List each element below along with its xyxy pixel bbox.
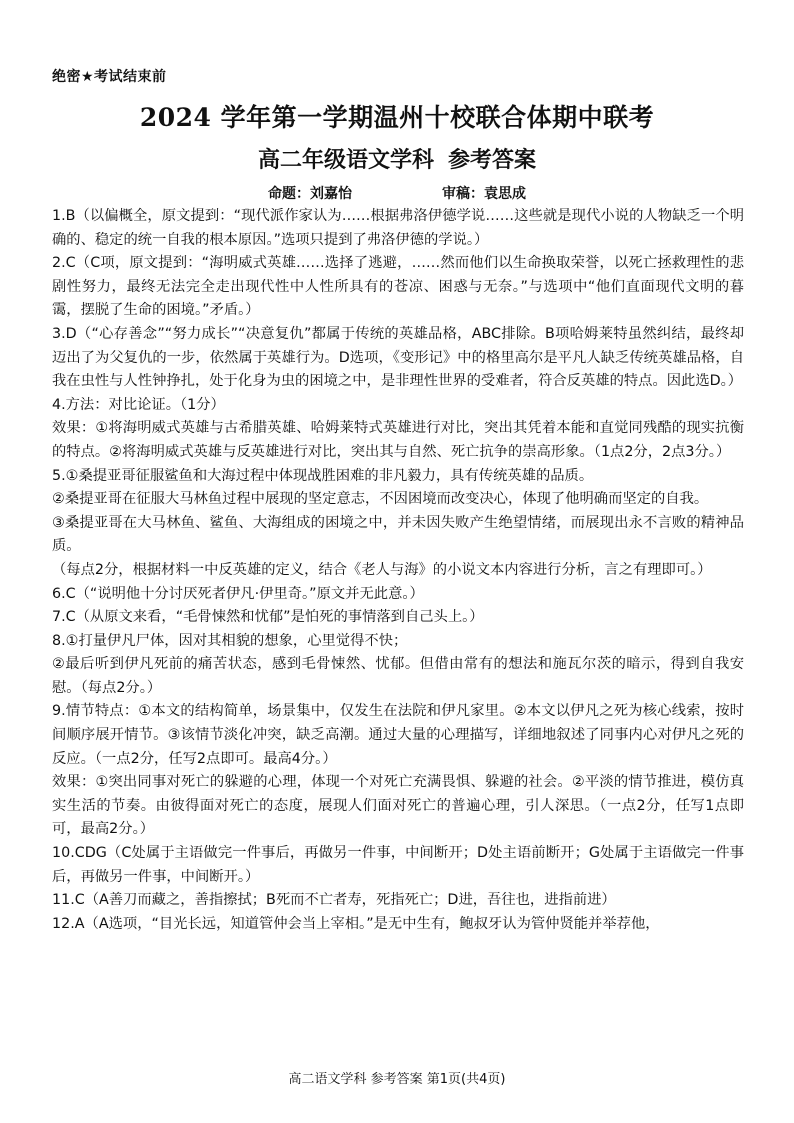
answer-paragraph: 1.B（以偏概全，原文提到：“现代派作家认为……根据弗洛伊德学说……这些就是现代小说的人物缺乏一个明确的、稳定的统一自我的根本原因。”选项只提到了弗洛伊德的学说。） bbox=[52, 208, 744, 248]
answer-paragraph: 3.D（“心存善念”“努力成长”“决意复仇”都属于传统的英雄品格，ABC排除。B项哈姆莱特虽然纠结，最终却迈出了为父复仇的一步，依然属于英雄行为。D选项，《变形记》中的格里高尔是平凡人缺乏传统英雄品格，自我在虫性与人性钟挣扎，处于化身为虫的困境之中，是非理性世界的受难者，符合反英雄的特点。因此选D。） bbox=[52, 325, 744, 390]
answer-paragraph: 2.C（C项，原文提到：“海明威式英雄……选择了逃避，……然而他们以生命换取荣誉，以死亡拯救理性的悲剧性努力，最终无法完全走出现代性中人性所具有的苍凉、困惑与无奈。”与选项中“他们直面现代文明的暮霭，摆脱了生命的困境。”矛盾。） bbox=[52, 255, 744, 319]
answer-paragraph: ②最后听到伊凡死前的痛苦状态，感到毛骨悚然、忧郁。但借由常有的想法和施瓦尔茨的暗示，得到自我安慰。（每点2分。） bbox=[52, 656, 744, 696]
answer-paragraph: 7.C（从原文来看，“毛骨悚然和忧郁”是怕死的事情落到自己头上。） bbox=[52, 609, 484, 626]
answer-paragraph: ②桑提亚哥在征服大马林鱼过程中展现的坚定意志，不因困境而改变决心，体现了他明确而坚定的自我。 bbox=[52, 491, 709, 508]
answer-paragraph: 8.①打量伊凡尸体，因对其相貌的想象，心里觉得不快； bbox=[52, 632, 408, 649]
answer-paragraph: ③桑提亚哥在大马林鱼、鲨鱼、大海组成的困境之中，并未因失败产生绝望情绪，而展现出永不言败的精神品质。 bbox=[52, 514, 744, 555]
answer-paragraph: 效果：①将海明威式英雄与古希腊英雄、哈姆莱特式英雄进行对比，突出其凭着本能和直觉同残酷的现实抗衡的特点。②将海明威式英雄与反英雄进行对比，突出其与自然、死亡抗争的崇高形象。（1点2分，2点3分。） bbox=[52, 420, 744, 460]
subtitle-subject: 高二年级语文学科 bbox=[257, 147, 434, 173]
page-footer: 高二语文学科 参考答案 第1页(共4页) bbox=[288, 1072, 506, 1087]
answer-paragraph: 4.方法：对比论证。（1分） bbox=[52, 396, 225, 413]
exam-title: 2024 学年第一学期温州十校联合体期中联考 bbox=[139, 103, 655, 132]
credits-line bbox=[0, 183, 794, 203]
exam-subtitle bbox=[0, 143, 794, 174]
answer-list bbox=[52, 205, 744, 936]
answer-paragraph: 10.CDG（C处属于主语做完一件事后，再做另一件事，中间断开；D处主语前断开；G处属于主语做完一件事后，再做另一件事，中间断开。） bbox=[52, 845, 744, 885]
reviewer-credit: 审稿：袁思成 bbox=[442, 186, 526, 202]
answer-paragraph: 9.情节特点：①本文的结构简单，场景集中，仅发生在法院和伊凡家里。②本文以伊凡之死为核心线索，按时间顺序展开情节。③该情节淡化冲突，缺乏高潮。通过大量的心理描写，详细地叙述了同事内心对伊凡之死的反应。（一点2分，任写2点即可。最高4分。） bbox=[52, 703, 744, 767]
answer-paragraph: 6.C（“说明他十分讨厌死者伊凡·伊里奇。”原文并无此意。） bbox=[52, 585, 424, 602]
answer-paragraph: 11.C（A善刀而藏之，善指擦拭；B死而不亡者寿，死指死亡；D进，吾往也，进指前进） bbox=[52, 892, 616, 909]
answer-paragraph: 效果：①突出同事对死亡的躲避的心理，体现一个对死亡充满畏惧、躲避的社会。②平淡的情节推进，模仿真实生活的节奏。由彼得面对死亡的态度，展现人们面对死亡的普遍心理，引人深思。（一点2分，任写1点即可，最高2分。） bbox=[52, 774, 744, 838]
confidential-label: 绝密★考试结束前 bbox=[52, 69, 167, 85]
subtitle-answer-key: 参考答案 bbox=[448, 147, 537, 173]
answer-paragraph: （每点2分，根据材料一中反英雄的定义，结合《老人与海》的小说文本内容进行分析，言之有理即可。） bbox=[52, 561, 712, 578]
author-credit: 命题：刘嘉怡 bbox=[268, 186, 352, 202]
answer-paragraph: 12.A（A选项，“目光长远，知道管仲会当上宰相。”是无中生有，鲍叔牙认为管仲贤能并举荐他， bbox=[52, 915, 660, 932]
answer-paragraph: 5.①桑提亚哥征服鲨鱼和大海过程中体现战胜困难的非凡毅力，具有传统英雄的品质。 bbox=[52, 467, 594, 484]
